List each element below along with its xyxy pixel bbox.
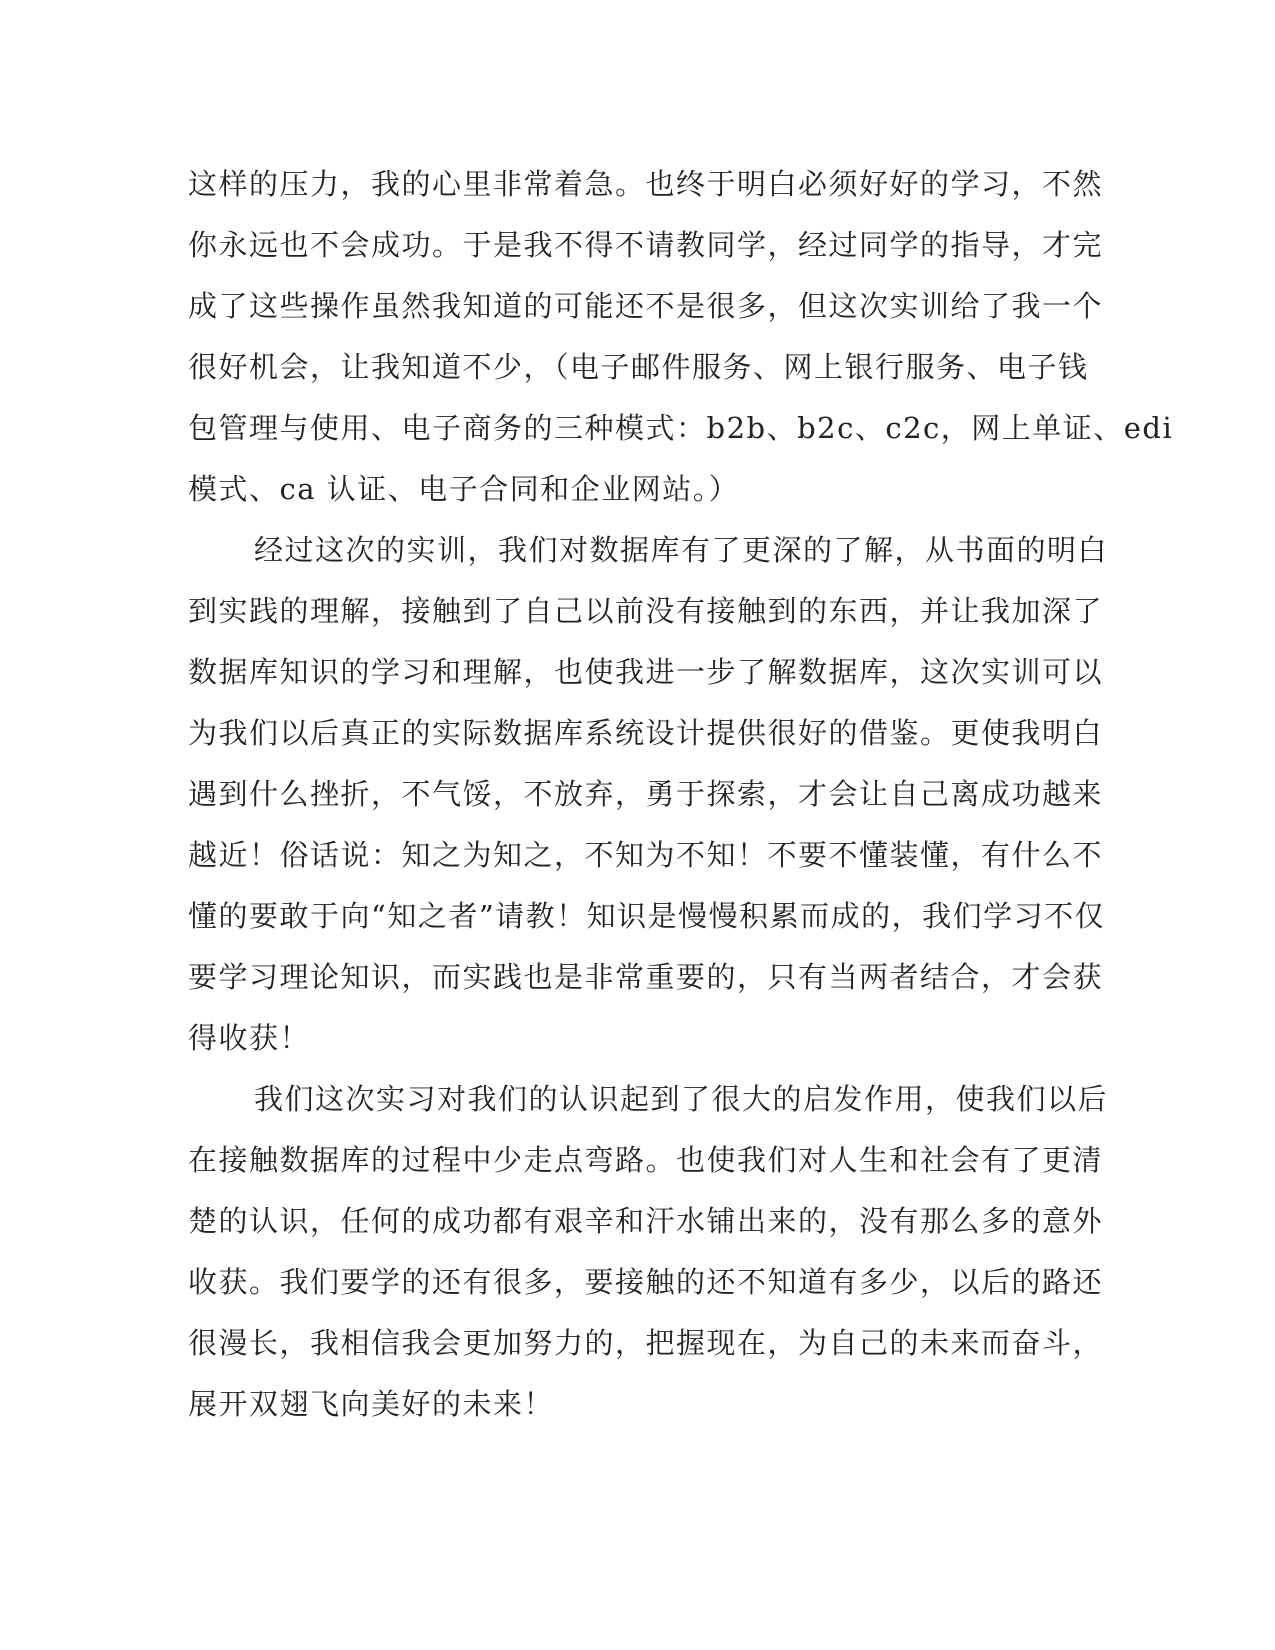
text-line: 在接触数据库的过程中少走点弯路。也使我们对人生和社会有了更清 [188, 1143, 1104, 1177]
text-line: 懂的要敢于向“知之者”请教！知识是慢慢积累而成的，我们学习不仅 [188, 899, 1106, 933]
text-line: 要学习理论知识，而实践也是非常重要的，只有当两者结合，才会获 [188, 960, 1104, 994]
text-line: 楚的认识，任何的成功都有艰辛和汗水铺出来的，没有那么多的意外 [188, 1204, 1104, 1238]
text-line: 很好机会，让我知道不少，（电子邮件服务、网上银行服务、电子钱 [188, 350, 1089, 384]
text-line: 数据库知识的学习和理解，也使我进一步了解数据库，这次实训可以 [188, 655, 1104, 689]
text-line: 模式、ca 认证、电子合同和企业网站。） [188, 472, 740, 506]
text-line: 很漫长，我相信我会更加努力的，把握现在，为自己的未来而奋斗， [188, 1326, 1104, 1360]
document-body [188, 154, 1174, 1435]
text-line: 到实践的理解，接触到了自己以前没有接触到的东西，并让我加深了 [188, 594, 1104, 628]
text-line: 这样的压力，我的心里非常着急。也终于明白必须好好的学习，不然 [188, 167, 1104, 201]
text-line: 得收获！ [188, 1021, 311, 1055]
text-line: 我们这次实习对我们的认识起到了很大的启发作用，使我们以后 [254, 1082, 1109, 1116]
paragraph-1 [188, 154, 1174, 520]
text-line: 展开双翅飞向美好的未来！ [188, 1387, 555, 1421]
text-line: 遇到什么挫折，不气馁，不放弃，勇于探索，才会让自己离成功越来 [188, 777, 1104, 811]
text-line: 收获。我们要学的还有很多，要接触的还不知道有多少，以后的路还 [188, 1265, 1104, 1299]
text-line: 你永远也不会成功。于是我不得不请教同学，经过同学的指导，才完 [188, 228, 1104, 262]
text-line: 越近！俗话说：知之为知之，不知为不知！不要不懂装懂，有什么不 [188, 838, 1104, 872]
text-line: 经过这次的实训，我们对数据库有了更深的了解，从书面的明白 [254, 533, 1109, 567]
paragraph-2 [188, 520, 1109, 1069]
text-line: 为我们以后真正的实际数据库系统设计提供很好的借鉴。更使我明白 [188, 716, 1104, 750]
text-line: 包管理与使用、电子商务的三种模式：b2b、b2c、c2c，网上单证、edi [188, 411, 1174, 445]
paragraph-3 [188, 1069, 1109, 1435]
text-line: 成了这些操作虽然我知道的可能还不是很多，但这次实训给了我一个 [188, 289, 1104, 323]
